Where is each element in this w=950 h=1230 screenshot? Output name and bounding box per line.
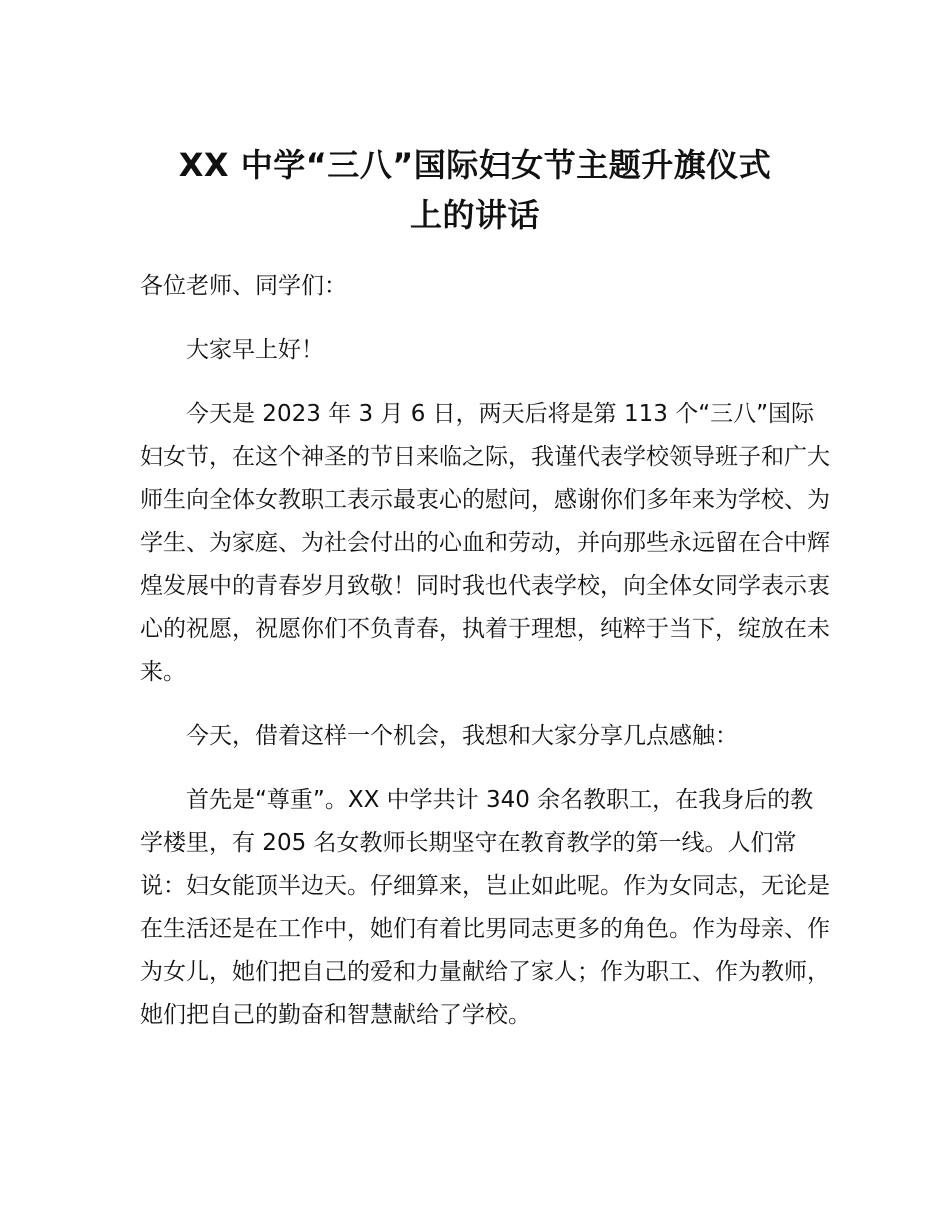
title-line-1: XX 中学“三八”国际妇女节主题升旗仪式 [178, 146, 772, 184]
paragraph-greeting: 大家早上好！ [186, 337, 324, 363]
document-body [140, 265, 830, 1058]
paragraph-date-greeting: 今天是 2023 年 3 月 6 日，两天后将是第 113 个“三八”国际妇女节，在这个神圣的节日来临之际，我谨代表学校领导班子和广大师生向全体女教职工表示最衷心的慰问，感谢你们多年来为学校、为学生、为家庭、为社会付出的心血和劳动，并向那些永远留在合中辉煌发展中的青春岁月致敬！同时我也代表学校，向全体女同学表示衷心的祝愿，祝愿你们不负青春，执着于理想，纯粹于当下，绽放在未来。 [140, 401, 830, 685]
paragraph-intro-thoughts: 今天，借着这样一个机会，我想和大家分享几点感触： [186, 723, 738, 749]
salutation: 各位老师、同学们： [140, 273, 347, 299]
document-title [120, 140, 830, 240]
title-line-2: 上的讲话 [409, 196, 540, 234]
paragraph-respect: 首先是“尊重”。XX 中学共计 340 余名教职工，在我身后的教学楼里，有 205 名女教师长期坚守在教育教学的第一线。人们常说：妇女能顶半边天。仔细算来，岂止如此呢。作为女同志，无论是在生活还是在工作中，她们有着比男同志更多的角色。作为母亲、作为女儿，她们把自己的爱和力量献给了家人；作为职工、作为教师，她们把自己的勤奋和智慧献给了学校。 [140, 787, 830, 1028]
